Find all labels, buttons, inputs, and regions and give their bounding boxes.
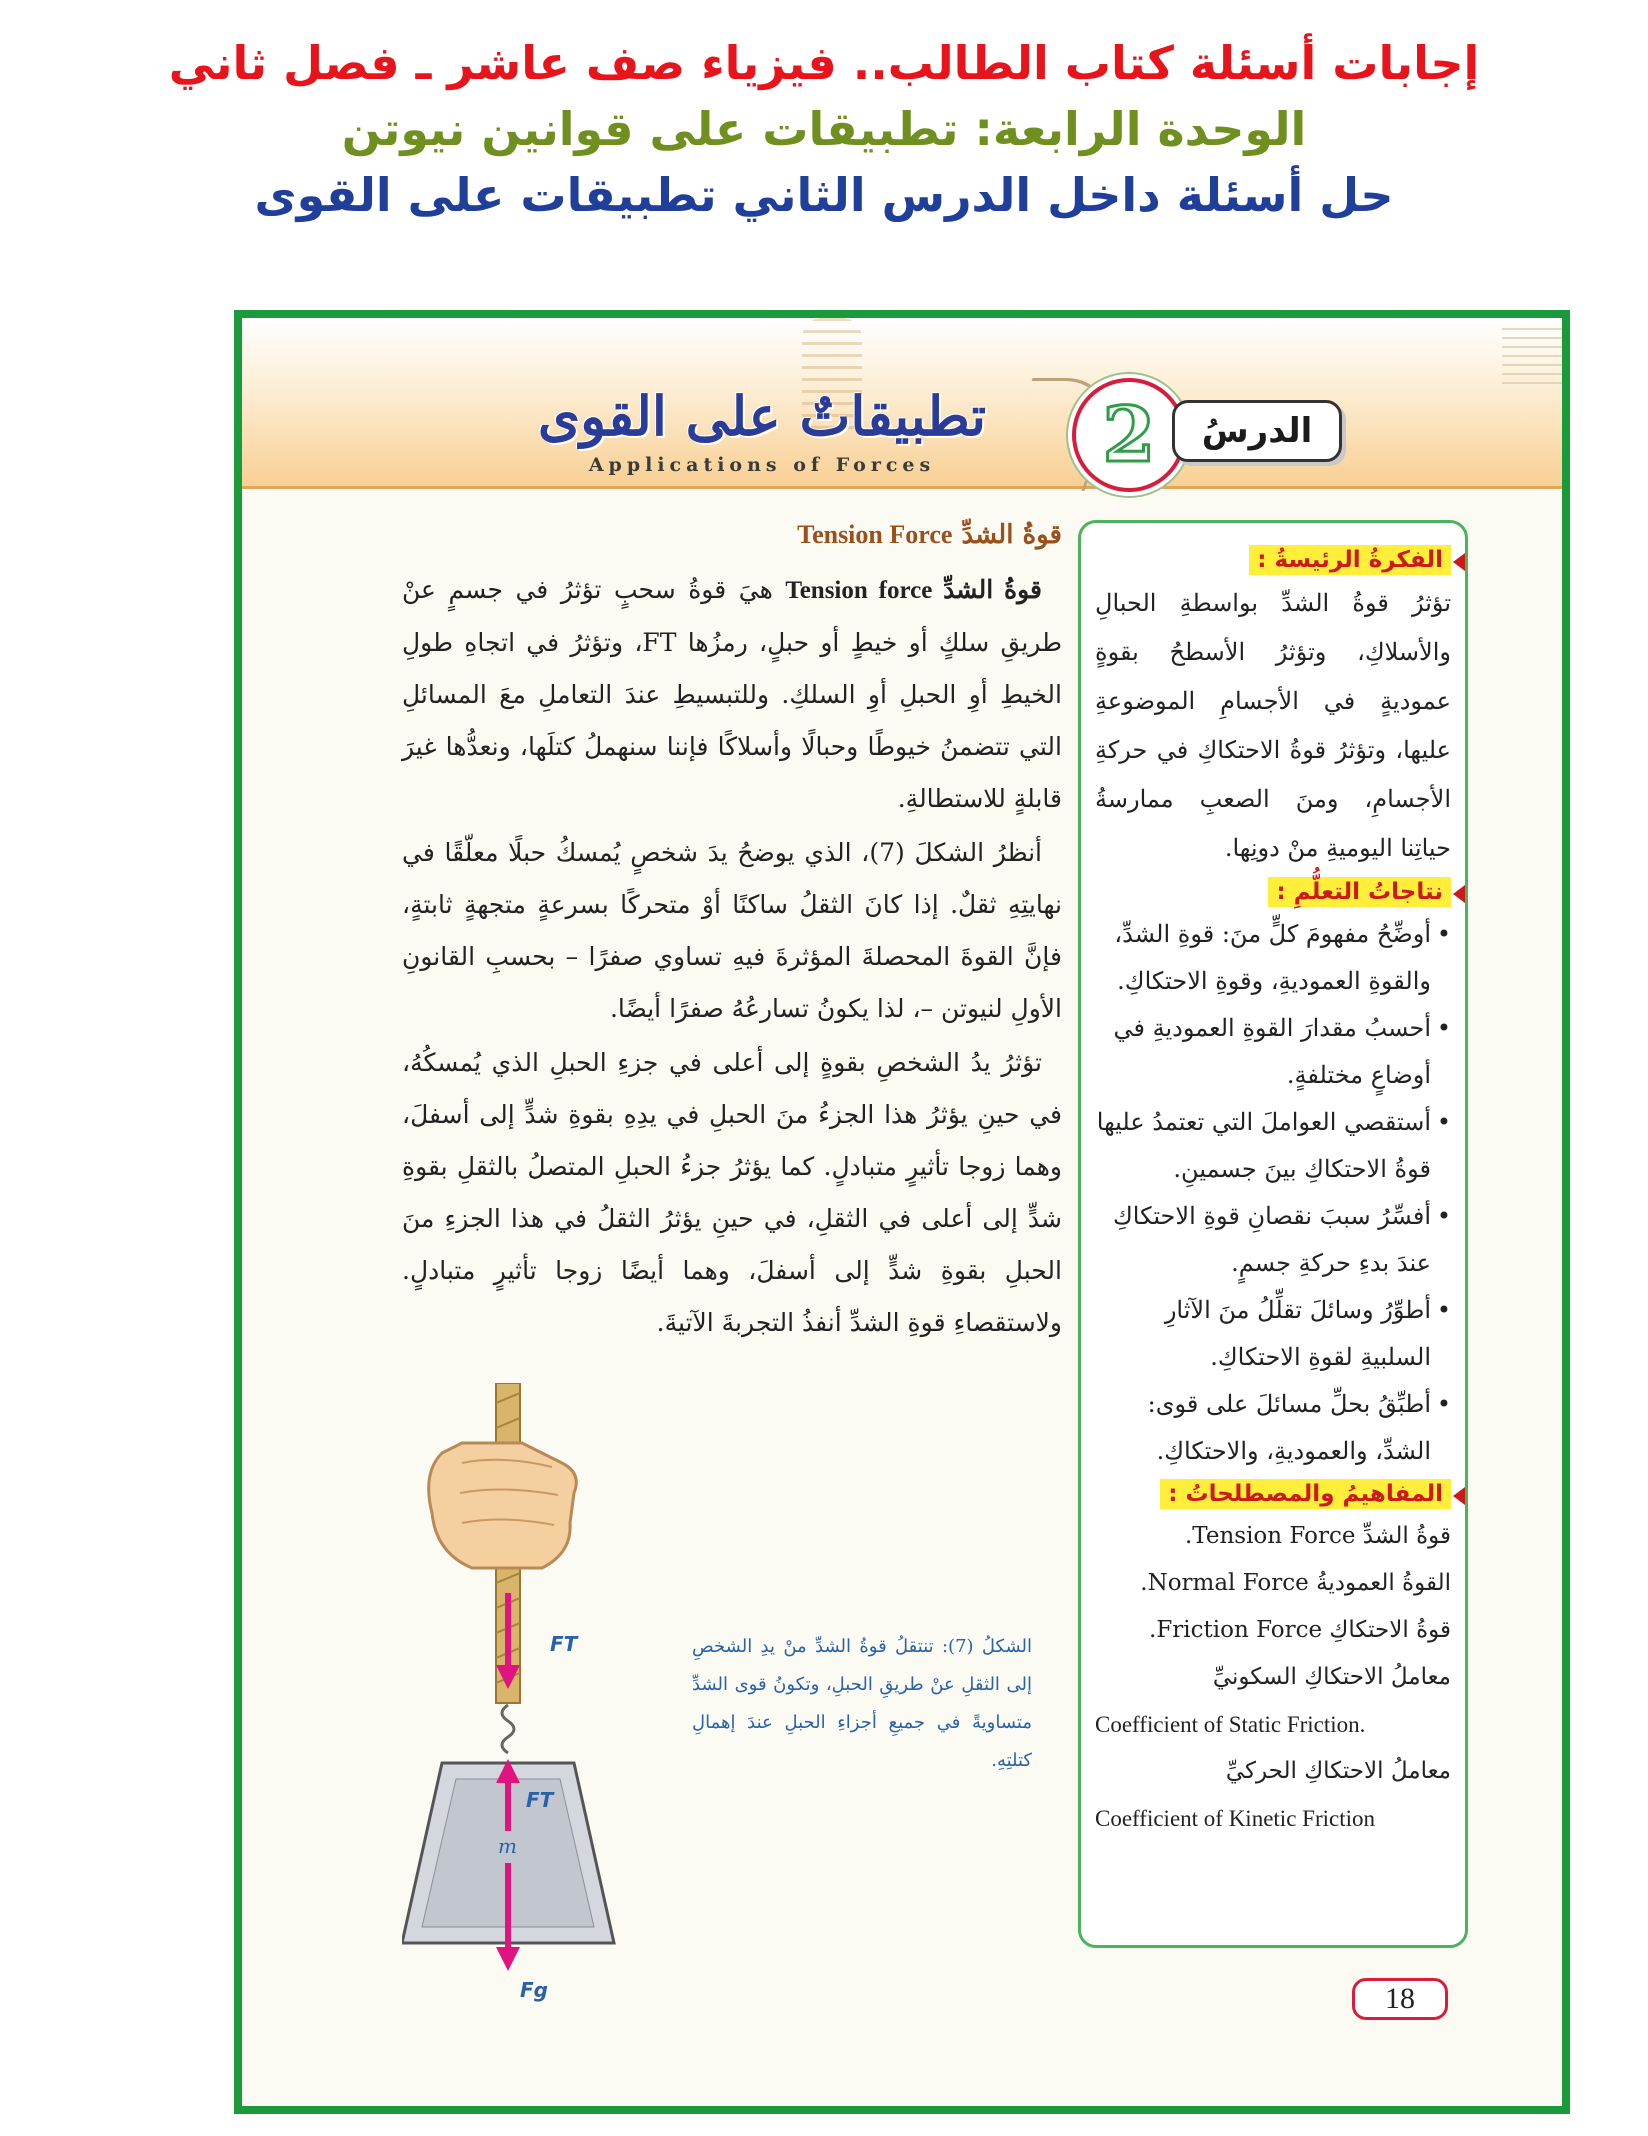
term-item-en: Coefficient of Kinetic Friction: [1095, 1806, 1375, 1831]
arrow-head-icon: [496, 1947, 520, 1971]
terms-heading: المفاهيمُ والمصطلحاتُ :: [1160, 1479, 1451, 1509]
term-item: معاملُ الاحتكاكِ السكونيِّ: [1212, 1664, 1451, 1690]
header-line-3: حل أسئلة داخل الدرس الثاني تطبيقات على القوى: [254, 168, 1394, 222]
terms-list: [1095, 1513, 1451, 1842]
outcomes-list: [1095, 911, 1451, 1475]
outcome-item: • أوضِّحُ مفهومَ كلٍّ منَ: قوةِ الشدِّ، والقوةِ العموديةِ، وقوةِ الاحتكاكِ.: [1095, 911, 1451, 1005]
lesson-number: 2: [1102, 390, 1156, 479]
figure-7-caption: الشكلُ (7): تنتقلُ قوةُ الشدِّ منْ يدِ الشخصِ إلى الثقلِ عنْ طريقِ الحبلِ، وتكونُ قوى الشدِّ متساويةً في جميعِ أجزاءِ الحبلِ عندَ إهمالِ كتلتِهِ.: [692, 1636, 1033, 1771]
figure-7: [402, 1383, 642, 2013]
term-item: القوةُ العموديةُ Normal Force.: [1140, 1570, 1451, 1596]
section-title-ar: قوةُ الشدِّ: [961, 520, 1062, 550]
lesson-label: الدرسُ: [1201, 411, 1313, 451]
term-item-en: Coefficient of Static Friction.: [1095, 1712, 1366, 1737]
banner-divider: [242, 486, 1562, 489]
label-fg: Fg: [520, 1978, 548, 2002]
main-content: [402, 520, 1062, 1351]
paragraph-1: [402, 564, 1062, 825]
label-ft-top: FT: [550, 1632, 578, 1656]
label-mass: m: [498, 1834, 517, 1858]
hook-chain: [502, 1705, 514, 1753]
term-item: معاملُ الاحتكاكِ الحركيِّ: [1225, 1758, 1451, 1784]
section-title: [402, 520, 1062, 550]
lesson-title-en: Applications of Forces: [588, 454, 936, 476]
outcome-item: • أطبِّقُ بحلِّ مسائلَ على قوى: الشدِّ، والعموديةِ، والاحتكاكِ.: [1095, 1381, 1451, 1475]
lesson-title-ar: تطبيقاتٌ على القوى: [537, 384, 987, 448]
outcomes-heading: نتاجاتُ التعلُّمِ :: [1268, 877, 1451, 907]
header-line-2: الوحدة الرابعة: تطبيقات على قوانين نيوتن: [341, 102, 1307, 156]
lesson-sidebar: [1078, 520, 1468, 1948]
figure-7-illustration: [402, 1383, 642, 2013]
label-ft-mid: FT: [526, 1788, 554, 1812]
term-item: قوةُ الاحتكاكِ Friction Force.: [1149, 1617, 1451, 1643]
page-number: 18: [1352, 1978, 1448, 2020]
section-title-en: Tension Force: [797, 520, 953, 549]
textbook-page: [234, 310, 1570, 2114]
header-line-1: إجابات أسئلة كتاب الطالب.. فيزياء صف عاشر ـ فصل ثاني: [168, 36, 1480, 90]
lesson-number-badge: [1072, 378, 1186, 492]
page-header: [0, 30, 1648, 228]
main-idea-heading: الفكرةُ الرئيسةُ :: [1249, 545, 1451, 575]
outcome-item: • أفسِّرُ سببَ نقصانِ قوةِ الاحتكاكِ عندَ بدءِ حركةِ جسمٍ.: [1095, 1193, 1451, 1287]
term-tension: قوةُ الشدِّ Tension force: [785, 577, 1042, 604]
term-item: قوةُ الشدِّ Tension Force.: [1184, 1523, 1451, 1549]
outcome-item: • أطوِّرُ وسائلَ تقلِّلُ منَ الآثارِ السلبيةِ لقوةِ الاحتكاكِ.: [1095, 1287, 1451, 1381]
paragraph-1-text: هيَ قوةُ سحبٍ تؤثرُ في جسمٍ عنْ طريقِ سلكٍ أو خيطٍ أو حبلٍ، رمزُها FT، وتؤثرُ في اتجاهِ طولِ الخيطِ أوِ الحبلِ أوِ السلكِ. وللتبسيطِ عندَ التعاملِ معَ المسائلِ التي تتضمنُ خيوطًا وحبالًا وأسلاكًا فإننا سنهملُ كتلَها، ونعدُّها غيرَ قابلةٍ للاستطالةِ.: [402, 575, 1062, 813]
main-idea-text: تؤثرُ قوةُ الشدِّ بواسطةِ الحبالِ والأسلاكِ، وتؤثرُ الأسطحُ بقوةٍ عموديةٍ في الأجسامِ الموضوعةِ عليها، وتؤثرُ قوةُ الاحتكاكِ في حركةِ الأجسامِ، ومنَ الصعبِ ممارسةُ حياتِنا اليوميةِ منْ دونِها.: [1095, 589, 1451, 862]
outcome-item: • أستقصي العواملَ التي تعتمدُ عليها قوةُ الاحتكاكِ بينَ جسمينِ.: [1095, 1099, 1451, 1193]
lesson-label-tab: [1172, 400, 1342, 462]
outcome-item: • أحسبُ مقدارَ القوةِ العموديةِ في أوضاعٍ مختلفةٍ.: [1095, 1005, 1451, 1099]
paragraph-3: تؤثرُ يدُ الشخصِ بقوةٍ إلى أعلى في جزءِ الحبلِ الذي يُمسكُهُ، في حينِ يؤثرُ هذا الجزءُ منَ الحبلِ في يدِهِ بقوةِ شدٍّ إلى أسفلَ، وهما زوجا تأثيرٍ متبادلٍ. كما يؤثرُ جزءُ الحبلِ المتصلُ بالثقلِ بقوةِ شدٍّ إلى أعلى في الثقلِ، في حينِ يؤثرُ الثقلُ في هذا الجزءِ منَ الحبلِ بقوةِ شدٍّ إلى أسفلَ، وهما أيضًا زوجا تأثيرٍ متبادلٍ. ولاستقصاءِ قوةِ الشدِّ أنفذُ التجربةَ الآتيةَ.: [402, 1048, 1062, 1337]
hand-icon: [429, 1443, 577, 1568]
paragraph-2: أنظرُ الشكلَ (7)، الذي يوضحُ يدَ شخصٍ يُمسكُ حبلًا معلّقًا في نهايتِهِ ثقلٌ. إذا كانَ الثقلُ ساكنًا أوْ متحركًا بسرعةٍ متجهةٍ ثابتةٍ، فإنَّ القوةَ المحصلةَ المؤثرةَ فيهِ تساوي صفرًا – بحسبِ القانونِ الأولِ لنيوتن –، لذا يكونُ تسارعُهُ صفرًا أيضًا.: [402, 838, 1062, 1023]
decorative-lines: [1502, 328, 1562, 388]
